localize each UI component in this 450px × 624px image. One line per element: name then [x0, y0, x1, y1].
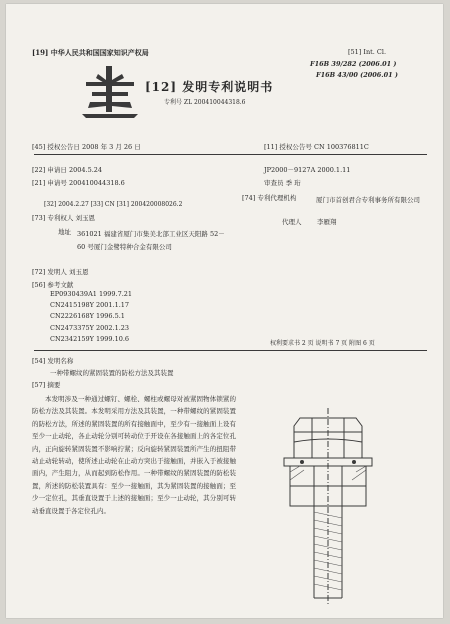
references-list: [50, 289, 132, 345]
abstract-text: 本发明涉及一种通过螺钉、螺栓、螺柱或螺母对被紧固物体锁紧的防松方法及其装置。本发明采用方法及其装置，一种带螺纹的紧固装置的防松方法，所述的紧固装置的所有接触面中，至少有一接触面上设有至少一止动轮，各止动轮分别可转动位于开设在各接触面上的各定位孔内，正向旋转紧固装置不影响拧紧；反向旋转紧固装置所产生的扭阻带动止动轮转动，使所述止动轮在止动方突出于接触面，并嵌入于被接触面内，产生阻力，从而起到防松作用。一种带螺纹的紧固装置的防松装置，所述的防松装置具有：至少一接触面，其为紧固装置的接触面；至少一定位孔，其垂直设置于上述的接触面；至少一止动轮，其分别可转动垂直设置于各定位孔内。: [32, 395, 236, 515]
reference-item: CN2226168Y 1996.5.1: [50, 312, 125, 321]
abstract-label: [57] 摘要: [32, 381, 61, 389]
patent-number: 专利号 ZL 200410044318.6: [164, 99, 246, 106]
agency-label: [74] 专利代理机构: [242, 194, 297, 202]
address-label: 地址: [58, 228, 71, 236]
patentee: [73] 专利权人 刘玉恩: [32, 214, 95, 222]
address: 361021 福建省厦门市集美北部工业区天阳路 52－60 号厦门金鹭特种合金有限公司: [77, 230, 225, 251]
issuing-office: [19] 中华人民共和国国家知识产权局: [32, 48, 149, 57]
int-cl-2: F16B 43/00 (2006.01 ): [316, 71, 398, 79]
int-cl-label: [51] Int. Cl.: [348, 48, 387, 56]
int-cl-1: F16B 39/282 (2006.01 ): [310, 60, 397, 68]
divider-top: [34, 154, 427, 155]
title-label: [54] 发明名称: [32, 357, 74, 365]
reference-item: CN2342159Y 1999.10.6: [50, 334, 130, 343]
document-type-title: [12] 发明专利说明书: [145, 80, 274, 94]
bolt-drawing: [242, 392, 428, 612]
patent-document: [6, 4, 443, 618]
grant-date: [45] 授权公告日 2008 年 3 月 26 日: [32, 143, 141, 151]
page-count-note: 权利要求书 2 页 说明书 7 页 附图 6 页: [270, 340, 375, 347]
inventor: [72] 发明人 刘玉恩: [32, 268, 89, 276]
divider-middle: [34, 350, 427, 351]
priority-data: [32] 2004.2.27 [33] CN [31] 200420008026.2: [44, 201, 183, 208]
sipo-emblem: [76, 62, 144, 122]
examiner: 审查员 季 珩: [264, 179, 301, 187]
filing-date: [22] 申请日 2004.5.24: [32, 166, 103, 174]
agent-name: 李雁翔: [317, 218, 337, 226]
invention-title: 一种带螺纹的紧固装置的防松方法及其装置: [50, 369, 174, 377]
reference-item: EP0930439A1 1999.7.21: [50, 290, 133, 298]
reference-item: CN2415198Y 2001.1.17: [50, 301, 130, 310]
agent-label: 代理人: [282, 218, 302, 226]
agency-name: 厦门市首创君合专利事务所有限公司: [316, 196, 420, 204]
grant-number: [11] 授权公告号 CN 100376811C: [264, 143, 369, 151]
reference-item: CN2473375Y 2002.1.23: [50, 323, 130, 332]
references-label: [56] 参考文献: [32, 281, 74, 289]
application-number: [21] 申请号 200410044318.6: [32, 179, 125, 187]
japanese-reference: JP2000－9127A 2000.1.11: [264, 166, 351, 174]
